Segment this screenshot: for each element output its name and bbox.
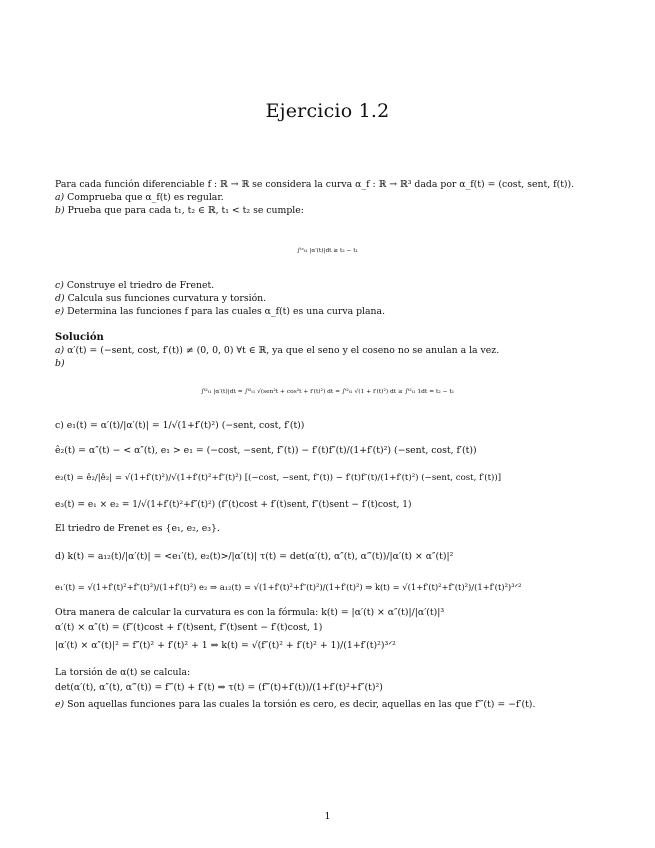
solution-heading: Solución bbox=[55, 332, 104, 343]
solution-d-line-4: α′(t) × α″(t) = (f″(t)cost + f′(t)sent, f″(t)sent − f′(t)cost, 1) bbox=[55, 622, 323, 633]
solution-c-line-4: e₃(t) = e₁ × e₂ = 1/√(1+f′(t)²+f″(t)²) (f″(t)cost + f′(t)sent, f″(t)sent − f′(t)cost, 1) bbox=[55, 500, 412, 510]
intro-text: Para cada función diferenciable f : ℝ → ℝ se considera la curva α_f : ℝ → ℝ³ dada por α_f(t) = (cost, sent, f(t)). bbox=[55, 179, 575, 190]
part-c bbox=[55, 280, 214, 292]
inequality-display: ∫ᵗ²ₜ₁ |α′(t)|dt ≥ t₂ − t₁ bbox=[297, 248, 358, 254]
part-a-text: Comprueba que α_f(t) es regular. bbox=[67, 192, 224, 203]
solution-d-line-5: |α′(t) × α″(t)|² = f″(t)² + f′(t)² + 1 ⇒ k(t) = √(f″(t)² + f′(t)² + 1)/(1+f′(t)²)³ᐟ² bbox=[55, 640, 396, 651]
solution-c-line-3: e₂(t) = ê₂/|ê₂| = √(1+f′(t)²)/√(1+f′(t)²+f″(t)²) [(−cost, −sent, f″(t)) − f′(t)f″(t)/(1+f′(t)²) (−sent, cost, f′(t))] bbox=[55, 473, 502, 483]
solution-d-line-2: e₁′(t) = √(1+f′(t)²+f″(t)²)/(1+f′(t)²) e₂ ⇒ a₁₂(t) = √(1+f′(t)²+f″(t)²)/(1+f′(t)²) ⇒ k(t) = √(1+f′(t)²+f″(t)²)/(1+f′(t)²)³ᐟ² bbox=[55, 582, 522, 592]
part-d-text: Calcula sus funciones curvatura y torsión. bbox=[67, 293, 267, 304]
solution-b-label: b) bbox=[55, 358, 65, 369]
solution-d-line-1: d) k(t) = a₁₂(t)/|α′(t)| = <e₁′(t), e₂(t)>/|α′(t)| τ(t) = det(α′(t), α″(t), α‴(t))/|α′(t) × α″(t)|² bbox=[55, 551, 454, 562]
part-b-label: b) bbox=[55, 205, 65, 216]
solution-e-text: Son aquellas funciones para las cuales la torsión es cero, es decir, aquellas en las que f‴(t) = −f′(t). bbox=[67, 699, 536, 710]
solution-c-line-1: c) e₁(t) = α′(t)/|α′(t)| = 1/√(1+f′(t)²) (−sent, cost, f′(t)) bbox=[55, 420, 305, 431]
solution-d-line-3: Otra manera de calcular la curvatura es con la fórmula: k(t) = |α′(t) × α″(t)|/|α′(t)|³ bbox=[55, 607, 445, 618]
page-title: Ejercicio 1.2 bbox=[265, 100, 390, 122]
part-d bbox=[55, 293, 266, 305]
part-b bbox=[55, 205, 304, 217]
part-e bbox=[55, 306, 385, 318]
part-d-label: d) bbox=[55, 293, 65, 304]
solution-c-line-2: ê₂(t) = α″(t) − < α″(t), e₁ > e₁ = (−cost, −sent, f″(t)) − f′(t)f″(t)/(1+f′(t)²) (−sent, cost, f′(t)) bbox=[55, 445, 477, 456]
part-a bbox=[55, 192, 224, 204]
torsion-intro: La torsión de α(t) se calcula: bbox=[55, 667, 191, 678]
solution-a-text: α′(t) = (−sent, cost, f′(t)) ≠ (0, 0, 0) ∀t ∈ ℝ, ya que el seno y el coseno no se anulan a la vez. bbox=[67, 345, 500, 356]
solution-a bbox=[55, 345, 499, 357]
solution-b-equation: ∫ᵗ²ₜ₁ |α′(t)|dt = ∫ᵗ²ₜ₁ √(sen²t + cos²t + f′(t)²) dt = ∫ᵗ²ₜ₁ √(1 + f′(t)²) dt ≥ ∫ᵗ²ₜ₁ 1dt = t₂ − t₁ bbox=[200, 389, 455, 395]
frenet-note: El triedro de Frenet es {e₁, e₂, e₃}. bbox=[55, 523, 220, 534]
part-a-label: a) bbox=[55, 192, 65, 203]
part-c-label: c) bbox=[55, 280, 64, 291]
part-e-text: Determina las funciones f para las cuales α_f(t) es una curva plana. bbox=[67, 306, 386, 317]
part-b-text: Prueba que para cada t₁, t₂ ∈ ℝ, t₁ < t₂ se cumple: bbox=[67, 205, 304, 216]
solution-a-label: a) bbox=[55, 345, 65, 356]
part-c-text: Construye el triedro de Frenet. bbox=[66, 280, 215, 291]
solution-e bbox=[55, 699, 535, 711]
page-number: 1 bbox=[324, 811, 331, 822]
torsion-equation: det(α′(t), α″(t), α‴(t)) = f‴(t) + f′(t) ⇒ τ(t) = (f‴(t)+f′(t))/(1+f′(t)²+f″(t)²) bbox=[55, 682, 383, 693]
solution-e-label: e) bbox=[55, 699, 65, 710]
part-e-label: e) bbox=[55, 306, 65, 317]
